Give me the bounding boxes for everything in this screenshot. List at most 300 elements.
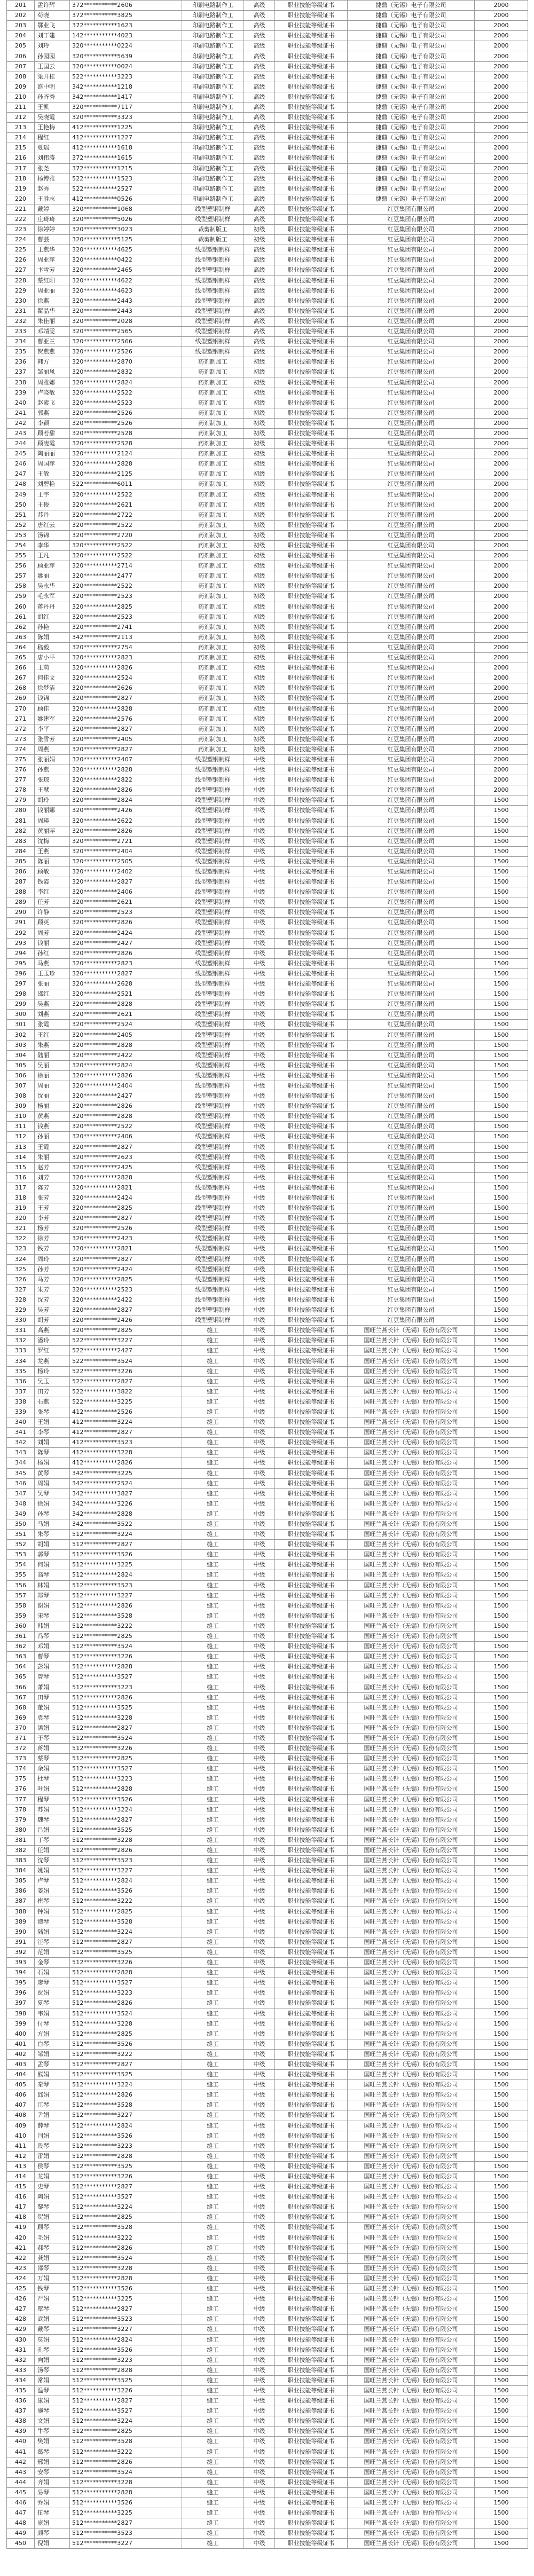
occupation: 缝工 [182, 2141, 244, 2151]
skill-level: 高级 [244, 306, 275, 316]
table-row [7, 714, 528, 724]
skill-level: 中级 [244, 2110, 275, 2121]
table-row [7, 1988, 528, 1998]
table-row [7, 1, 528, 11]
certificate-type: 职业技能等级证书 [275, 2223, 348, 2233]
id-number: 522***********2827 [70, 1376, 182, 1387]
occupation: 缝工 [182, 1611, 244, 1621]
id-number: 320***********0024 [70, 61, 182, 72]
id-number: 320***********2822 [70, 775, 182, 785]
person-name: 吴琴 [35, 1488, 70, 1499]
occupation: 线型塑钢制样 [182, 275, 244, 286]
id-number: 320***********2528 [70, 439, 182, 449]
skill-level: 中级 [244, 1784, 275, 1794]
table-row [7, 1428, 528, 1438]
id-number: 512***********3223 [70, 1682, 182, 1692]
employer-name: 捷鼎（无锡）电子有限公司 [348, 1, 475, 11]
row-number: 332 [7, 1336, 35, 1346]
skill-level: 高级 [244, 184, 275, 194]
employer-name: 国旺兰燕长针（无锡）股份有限公司 [348, 2375, 475, 2385]
certificate-type: 职业技能等级证书 [275, 2171, 348, 2181]
certificate-type: 职业技能等级证书 [275, 113, 348, 123]
certificate-type: 职业技能等级证书 [275, 2365, 348, 2375]
row-number: 416 [7, 2192, 35, 2202]
employer-name: 国旺兰燕长针（无锡）股份有限公司 [348, 2355, 475, 2365]
subsidy-amount: 1500 [475, 1387, 528, 1397]
row-number: 242 [7, 418, 35, 428]
skill-level: 中级 [244, 1234, 275, 1244]
skill-level: 中级 [244, 1794, 275, 1805]
row-number: 375 [7, 1774, 35, 1784]
table-row [7, 1519, 528, 1529]
id-number: 522***********3223 [70, 72, 182, 82]
skill-level: 中级 [244, 877, 275, 887]
skill-level: 中级 [244, 1621, 275, 1631]
row-number: 307 [7, 1081, 35, 1091]
certificate-type: 职业技能等级证书 [275, 2498, 348, 2508]
table-row [7, 1907, 528, 1917]
skill-level: 中级 [244, 1448, 275, 1458]
id-number: 320***********0422 [70, 255, 182, 265]
subsidy-amount: 1500 [475, 2467, 528, 2477]
skill-level: 中级 [244, 1387, 275, 1397]
subsidy-amount: 2000 [475, 490, 528, 500]
id-number: 512***********2828 [70, 2151, 182, 2161]
occupation: 缝工 [182, 2192, 244, 2202]
person-name: 汪琴 [35, 1937, 70, 1947]
certificate-type: 职业技能等级证书 [275, 826, 348, 836]
subsidy-amount: 1500 [475, 1703, 528, 1713]
person-name: 胡玲 [35, 795, 70, 806]
id-number: 320***********2827 [70, 744, 182, 754]
certificate-type: 职业技能等级证书 [275, 694, 348, 704]
certificate-type: 职业技能等级证书 [275, 704, 348, 714]
employer-name: 国旺兰燕长针（无锡）股份有限公司 [348, 1488, 475, 1499]
skill-level: 中级 [244, 2141, 275, 2151]
occupation: 印刷电路制作工 [182, 153, 244, 163]
employer-name: 红豆集团有限公司 [348, 592, 475, 602]
id-number: 320***********2821 [70, 1183, 182, 1193]
skill-level: 高级 [244, 21, 275, 31]
employer-name: 红豆集团有限公司 [348, 1244, 475, 1254]
occupation: 药剂制加工 [182, 388, 244, 398]
skill-level: 高级 [244, 1, 275, 11]
occupation: 线型塑钢制样 [182, 245, 244, 255]
row-number: 328 [7, 1295, 35, 1305]
certificate-type: 职业技能等级证书 [275, 469, 348, 479]
skill-level: 高级 [244, 286, 275, 296]
subsidy-amount: 1500 [475, 2151, 528, 2161]
employer-name: 红豆集团有限公司 [348, 540, 475, 550]
certificate-type: 职业技能等级证书 [275, 2325, 348, 2335]
employer-name: 红豆集团有限公司 [348, 1203, 475, 1214]
employer-name: 国旺兰燕长针（无锡）股份有限公司 [348, 2294, 475, 2304]
row-number: 230 [7, 296, 35, 306]
subsidy-amount: 2000 [475, 754, 528, 765]
certificate-type: 职业技能等级证书 [275, 1632, 348, 1642]
person-name: 郝琴 [35, 2243, 70, 2253]
certificate-type: 职业技能等级证书 [275, 1285, 348, 1295]
certificate-type: 职业技能等级证书 [275, 2080, 348, 2090]
skill-level: 中级 [244, 1978, 275, 1988]
subsidy-amount: 1500 [475, 1295, 528, 1305]
skill-level: 中级 [244, 1346, 275, 1356]
person-name: 刘丁建 [35, 31, 70, 41]
table-row [7, 1856, 528, 1866]
employer-name: 红豆集团有限公司 [348, 1305, 475, 1315]
subsidy-amount: 1500 [475, 1224, 528, 1234]
id-number: 342***********3226 [70, 1499, 182, 1509]
subsidy-amount: 2000 [475, 734, 528, 744]
id-number: 320***********2827 [70, 1214, 182, 1224]
occupation: 缝工 [182, 2263, 244, 2273]
occupation: 线型塑钢制样 [182, 1060, 244, 1070]
person-name: 李华 [35, 540, 70, 550]
certificate-type: 职业技能等级证书 [275, 856, 348, 866]
occupation: 缝工 [182, 1560, 244, 1570]
employer-name: 红豆集团有限公司 [348, 632, 475, 642]
occupation: 缝工 [182, 1570, 244, 1580]
row-number: 240 [7, 398, 35, 408]
employer-name: 国旺兰燕长针（无锡）股份有限公司 [348, 2447, 475, 2457]
table-row [7, 21, 528, 31]
employer-name: 国旺兰燕长针（无锡）股份有限公司 [348, 1988, 475, 1998]
table-row [7, 928, 528, 938]
subsidy-amount: 1500 [475, 2273, 528, 2283]
employer-name: 红豆集团有限公司 [348, 398, 475, 408]
certificate-type: 职业技能等级证书 [275, 1530, 348, 1540]
person-name: 王娟 [35, 1417, 70, 1428]
employer-name: 国旺兰燕长针（无锡）股份有限公司 [348, 2498, 475, 2508]
subsidy-amount: 1500 [475, 1744, 528, 1754]
employer-name: 国旺兰燕长针（无锡）股份有限公司 [348, 1632, 475, 1642]
subsidy-amount: 2000 [475, 235, 528, 245]
occupation: 缝工 [182, 2039, 244, 2049]
occupation: 缝工 [182, 1458, 244, 1468]
certificate-type: 职业技能等级证书 [275, 225, 348, 235]
id-number: 512***********3226 [70, 1958, 182, 1968]
employer-name: 国旺兰燕长针（无锡）股份有限公司 [348, 1438, 475, 1448]
subsidy-amount: 1500 [475, 2049, 528, 2059]
employer-name: 国旺兰燕长针（无锡）股份有限公司 [348, 2008, 475, 2019]
certificate-type: 职业技能等级证书 [275, 887, 348, 897]
skill-level: 中级 [244, 999, 275, 1010]
subsidy-amount: 2000 [475, 296, 528, 306]
subsidy-amount: 2000 [475, 694, 528, 704]
skill-level: 中级 [244, 958, 275, 968]
id-number: 412***********2826 [70, 1458, 182, 1468]
certificate-type: 职业技能等级证书 [275, 1336, 348, 1346]
employer-name: 红豆集团有限公司 [348, 1010, 475, 1020]
id-number: 412***********0526 [70, 194, 182, 204]
person-name: 黄琴 [35, 1468, 70, 1478]
id-number: 320***********2722 [70, 510, 182, 520]
employer-name: 红豆集团有限公司 [348, 225, 475, 235]
employer-name: 国旺兰燕长针（无锡）股份有限公司 [348, 1590, 475, 1601]
table-row [7, 1285, 528, 1295]
id-number: 320***********2402 [70, 866, 182, 877]
employer-name: 国旺兰燕长针（无锡）股份有限公司 [348, 1570, 475, 1580]
row-number: 436 [7, 2396, 35, 2406]
certificate-type: 职业技能等级证书 [275, 1815, 348, 1825]
skill-level: 初级 [244, 561, 275, 571]
occupation: 缝工 [182, 1662, 244, 1672]
employer-name: 国旺兰燕长针（无锡）股份有限公司 [348, 2151, 475, 2161]
person-name: 张芳 [35, 1193, 70, 1203]
subsidy-amount: 1500 [475, 948, 528, 958]
row-number: 401 [7, 2039, 35, 2049]
certificate-type: 职业技能等级证书 [275, 1560, 348, 1570]
id-number: 512***********3224 [70, 2416, 182, 2427]
row-number: 393 [7, 1958, 35, 1968]
id-number: 522***********3225 [70, 1397, 182, 1407]
table-row [7, 1101, 528, 1112]
row-number: 435 [7, 2385, 35, 2396]
employer-name: 红豆集团有限公司 [348, 1254, 475, 1264]
table-row [7, 1458, 528, 1468]
row-number: 343 [7, 1448, 35, 1458]
occupation: 缝工 [182, 2029, 244, 2039]
skill-level: 中级 [244, 2070, 275, 2080]
person-name: 吴丽 [35, 1060, 70, 1070]
person-name: 邢娟 [35, 2457, 70, 2467]
id-number: 320***********2522 [70, 581, 182, 592]
table-row [7, 347, 528, 357]
occupation: 缝工 [182, 1376, 244, 1387]
id-number: 372***********1623 [70, 21, 182, 31]
employer-name: 捷鼎（无锡）电子有限公司 [348, 31, 475, 41]
row-number: 313 [7, 1142, 35, 1152]
table-row [7, 1468, 528, 1478]
subsidy-amount: 1500 [475, 1611, 528, 1621]
row-number: 282 [7, 826, 35, 836]
occupation: 线型塑钢制样 [182, 918, 244, 928]
employer-name: 红豆集团有限公司 [348, 714, 475, 724]
person-name: 熊娟 [35, 2070, 70, 2080]
person-name: 樊娟 [35, 2437, 70, 2447]
subsidy-amount: 1500 [475, 1438, 528, 1448]
skill-level: 中级 [244, 1397, 275, 1407]
employer-name: 红豆集团有限公司 [348, 479, 475, 490]
subsidy-amount: 1500 [475, 2539, 528, 2549]
row-number: 312 [7, 1132, 35, 1142]
table-row [7, 1642, 528, 1652]
table-row [7, 163, 528, 174]
person-name: 邹娟 [35, 2049, 70, 2059]
person-name: 吴永华 [35, 581, 70, 592]
occupation: 缝工 [182, 1825, 244, 1835]
table-row [7, 816, 528, 826]
skill-level: 中级 [244, 1081, 275, 1091]
id-number: 320***********2832 [70, 367, 182, 377]
certificate-type: 职业技能等级证书 [275, 1713, 348, 1723]
table-row [7, 1305, 528, 1315]
skill-level: 中级 [244, 1856, 275, 1866]
skill-level: 中级 [244, 1315, 275, 1326]
id-number: 320***********2423 [70, 1234, 182, 1244]
id-number: 320***********2621 [70, 1010, 182, 1020]
person-name: 安琴 [35, 2467, 70, 2477]
table-row [7, 2335, 528, 2345]
employer-name: 红豆集团有限公司 [348, 765, 475, 775]
table-row [7, 306, 528, 316]
certificate-type: 职业技能等级证书 [275, 999, 348, 1010]
certificate-type: 职业技能等级证书 [275, 2487, 348, 2498]
person-name: 雷娟 [35, 2151, 70, 2161]
skill-level: 初级 [244, 540, 275, 550]
subsidy-amount: 1500 [475, 1907, 528, 1917]
id-number: 512***********3225 [70, 2294, 182, 2304]
table-row [7, 11, 528, 21]
id-number: 320***********2523 [70, 592, 182, 602]
employer-name: 红豆集团有限公司 [348, 255, 475, 265]
id-number: 320***********2522 [70, 540, 182, 550]
occupation: 缝工 [182, 2508, 244, 2518]
subsidy-amount: 2000 [475, 622, 528, 632]
certificate-type: 职业技能等级证书 [275, 632, 348, 642]
subsidy-amount: 1500 [475, 1274, 528, 1285]
certificate-type: 职业技能等级证书 [275, 2375, 348, 2385]
row-number: 253 [7, 530, 35, 540]
person-name: 曾琴 [35, 1672, 70, 1682]
person-name: 吴芳 [35, 1305, 70, 1315]
certificate-type: 职业技能等级证书 [275, 2508, 348, 2518]
table-row [7, 866, 528, 877]
subsidy-amount: 1500 [475, 2304, 528, 2314]
subsidy-amount: 1500 [475, 1662, 528, 1672]
id-number: 512***********3227 [70, 2325, 182, 2335]
id-number: 320***********2505 [70, 856, 182, 866]
employer-name: 国旺兰燕长针（无锡）股份有限公司 [348, 2528, 475, 2539]
occupation: 裁剪制版工 [182, 225, 244, 235]
subsidy-amount: 1500 [475, 1560, 528, 1570]
subsidy-amount: 1500 [475, 2284, 528, 2294]
employer-name: 国旺兰燕长针（无锡）股份有限公司 [348, 1458, 475, 1468]
occupation: 线型塑钢制样 [182, 816, 244, 826]
subsidy-amount: 1500 [475, 2090, 528, 2100]
table-row [7, 581, 528, 592]
subsidy-amount: 2000 [475, 174, 528, 184]
occupation: 缝工 [182, 1876, 244, 1886]
row-number: 315 [7, 1162, 35, 1172]
subsidy-amount: 1500 [475, 897, 528, 908]
id-number: 320***********2826 [70, 948, 182, 958]
row-number: 261 [7, 612, 35, 622]
employer-name: 红豆集团有限公司 [348, 602, 475, 612]
subsidy-amount: 1500 [475, 1397, 528, 1407]
person-name: 孙齐秀 [35, 92, 70, 102]
skill-level: 中级 [244, 1632, 275, 1642]
table-row [7, 1601, 528, 1611]
person-name: 薛琴 [35, 2121, 70, 2131]
row-number: 358 [7, 1601, 35, 1611]
occupation: 药剂制加工 [182, 612, 244, 622]
table-row [7, 500, 528, 510]
row-number: 329 [7, 1305, 35, 1315]
skill-level: 中级 [244, 775, 275, 785]
table-row [7, 530, 528, 540]
row-number: 247 [7, 469, 35, 479]
occupation: 缝工 [182, 1530, 244, 1540]
employer-name: 红豆集团有限公司 [348, 1060, 475, 1070]
skill-level: 高级 [244, 133, 275, 143]
employer-name: 红豆集团有限公司 [348, 744, 475, 754]
occupation: 线型塑钢制样 [182, 795, 244, 806]
certificate-type: 职业技能等级证书 [275, 2090, 348, 2100]
row-number: 449 [7, 2528, 35, 2539]
certificate-type: 职业技能等级证书 [275, 1774, 348, 1784]
certificate-type: 职业技能等级证书 [275, 337, 348, 347]
id-number: 320***********2828 [70, 1040, 182, 1050]
id-number: 512***********3525 [70, 1703, 182, 1713]
certificate-type: 职业技能等级证书 [275, 21, 348, 31]
table-row [7, 1876, 528, 1886]
row-number: 440 [7, 2437, 35, 2447]
skill-level: 中级 [244, 1499, 275, 1509]
occupation: 线型塑钢制样 [182, 1315, 244, 1326]
occupation: 线型塑钢制样 [182, 1010, 244, 1020]
table-row [7, 958, 528, 968]
subsidy-amount: 1500 [475, 1621, 528, 1631]
person-name: 郭琴 [35, 1550, 70, 1560]
id-number: 320***********2522 [70, 490, 182, 500]
table-row [7, 1927, 528, 1937]
person-name: 潘娟 [35, 1723, 70, 1733]
subsidy-amount: 1500 [475, 836, 528, 846]
id-number: 320***********2522 [70, 388, 182, 398]
employer-name: 红豆集团有限公司 [348, 388, 475, 398]
employer-name: 国旺兰燕长针（无锡）股份有限公司 [348, 2233, 475, 2243]
table-row [7, 1112, 528, 1122]
employer-name: 国旺兰燕长针（无锡）股份有限公司 [348, 1407, 475, 1417]
employer-name: 红豆集团有限公司 [348, 897, 475, 908]
id-number: 320***********2523 [70, 908, 182, 918]
id-number: 512***********2826 [70, 1845, 182, 1855]
employer-name: 红豆集团有限公司 [348, 510, 475, 520]
certificate-type: 职业技能等级证书 [275, 1642, 348, 1652]
id-number: 512***********3525 [70, 1825, 182, 1835]
subsidy-amount: 1500 [475, 1050, 528, 1060]
table-row [7, 846, 528, 856]
certificate-type: 职业技能等级证书 [275, 1112, 348, 1122]
subsidy-amount: 1500 [475, 795, 528, 806]
certificate-type: 职业技能等级证书 [275, 1468, 348, 1478]
table-row [7, 887, 528, 897]
certificate-type: 职业技能等级证书 [275, 1876, 348, 1886]
table-row [7, 683, 528, 694]
id-number: 512***********3525 [70, 2161, 182, 2171]
skill-level: 中级 [244, 816, 275, 826]
id-number: 142***********4023 [70, 31, 182, 41]
employer-name: 国旺兰燕长针（无锡）股份有限公司 [348, 1448, 475, 1458]
id-number: 320***********2826 [70, 826, 182, 836]
employer-name: 国旺兰燕长针（无锡）股份有限公司 [348, 1478, 475, 1488]
occupation: 线型塑钢制样 [182, 989, 244, 999]
occupation: 缝工 [182, 1550, 244, 1560]
skill-level: 中级 [244, 754, 275, 765]
subsidy-amount: 1500 [475, 2182, 528, 2192]
subsidy-amount: 2000 [475, 377, 528, 388]
table-row [7, 225, 528, 235]
certificate-type: 职业技能等级证书 [275, 2243, 348, 2253]
occupation: 线型塑钢制样 [182, 1112, 244, 1122]
row-number: 398 [7, 2008, 35, 2019]
occupation: 线型塑钢制样 [182, 1224, 244, 1234]
employer-name: 国旺兰燕长针（无锡）股份有限公司 [348, 2192, 475, 2202]
id-number: 320***********2406 [70, 887, 182, 897]
skill-level: 中级 [244, 2202, 275, 2212]
certificate-type: 职业技能等级证书 [275, 1580, 348, 1590]
